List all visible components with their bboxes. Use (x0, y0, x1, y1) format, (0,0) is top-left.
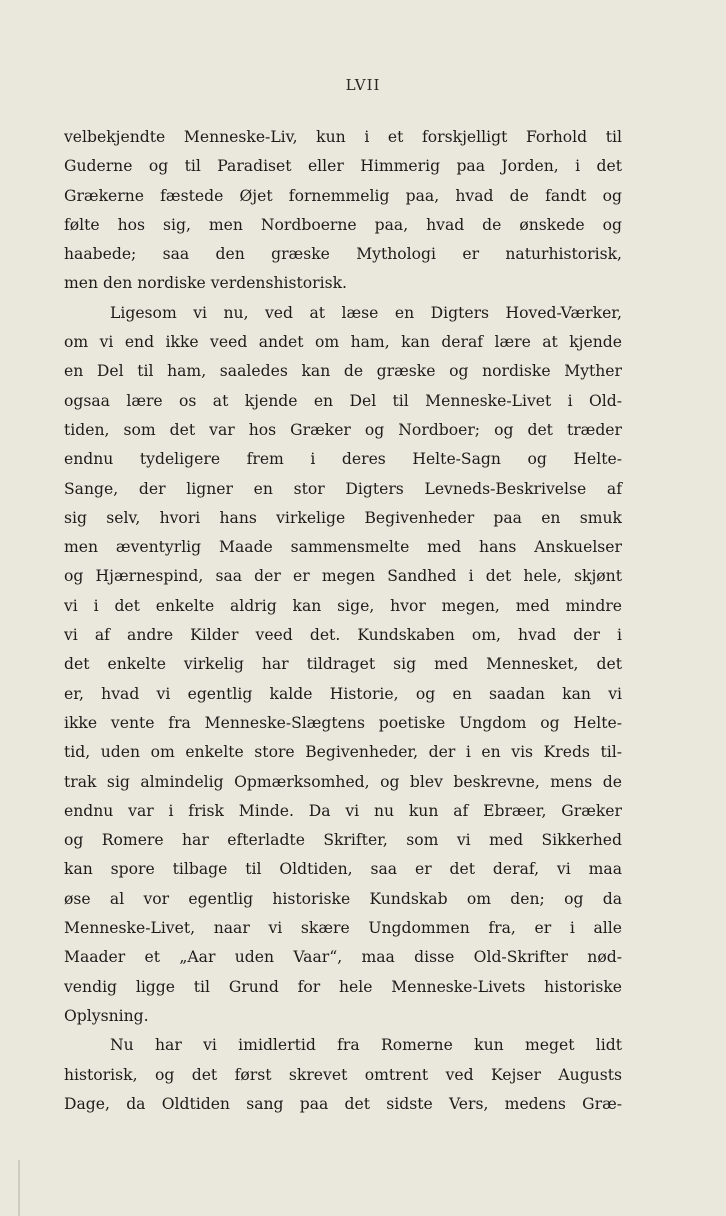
text-line: følte hos sig, men Nordboerne paa, hvad de ønskede og (64, 215, 622, 234)
text-line: og Romere har efterladte Skrifter, som vi med Sikkerhed (64, 831, 622, 850)
text-line: haabede; saa den græske Mythologi er naturhistorisk, (64, 245, 622, 264)
text-line: Sange, der ligner en stor Digters Levneds-Beskrivelse af (64, 479, 622, 498)
margin-mark (18, 1160, 20, 1216)
text-line: ogsaa lære os at kjende en Del til Menneske-Livet i Old- (64, 391, 622, 410)
text-line: vi af andre Kilder veed det. Kundskaben om, hvad der i (64, 626, 622, 645)
text-line: en Del til ham, saaledes kan de græske og nordiske Myther (64, 362, 622, 381)
text-line: om vi end ikke veed andet om ham, kan deraf lære at kjende (64, 333, 622, 352)
text-line: kan spore tilbage til Oldtiden, saa er det deraf, vi maa (64, 860, 622, 879)
text-line: Nu har vi imidlertid fra Romerne kun meget lidt (110, 1036, 622, 1055)
text-line: og Hjærnespind, saa der er megen Sandhed i det hele, skjønt (64, 567, 622, 586)
text-line: tiden, som det var hos Græker og Nordboer; og det træder (64, 420, 622, 439)
text-line: trak sig almindelig Opmærksomhed, og blev beskrevne, mens de (64, 772, 622, 791)
text-line: Grækerne fæstede Øjet fornemmelig paa, hvad de fandt og (64, 186, 622, 205)
text-line: endnu tydeligere frem i deres Helte-Sagn og Helte- (64, 450, 622, 469)
paragraph (64, 123, 622, 299)
text-line: Guderne og til Paradiset eller Himmerig paa Jorden, i det (64, 157, 622, 176)
paragraph (64, 1031, 622, 1119)
text-line: vendig ligge til Grund for hele Menneske-Livets historiske (64, 977, 622, 996)
text-line: Ligesom vi nu, ved at læse en Digters Hoved-Værker, (110, 303, 622, 322)
text-line: vi i det enkelte aldrig kan sige, hvor megen, med mindre (64, 596, 622, 615)
text-line: men æventyrlig Maade sammensmelte med hans Anskuelser (64, 538, 622, 557)
text-line: velbekjendte Menneske-Liv, kun i et forskjelligt Forhold til (64, 128, 622, 146)
text-line: tid, uden om enkelte store Begivenheder, der i en vis Kreds til- (64, 743, 622, 762)
body-text (64, 123, 622, 1119)
text-line: men den nordiske verdenshistorisk. (64, 274, 348, 293)
text-line: Oplysning. (64, 1006, 149, 1025)
text-line: det enkelte virkelig har tildraget sig med Mennesket, det (64, 655, 622, 674)
text-line: er, hvad vi egentlig kalde Historie, og en saadan kan vi (64, 684, 622, 703)
text-line: sig selv, hvori hans virkelige Begivenheder paa en smuk (64, 508, 622, 527)
page-number: LVII (345, 76, 381, 94)
text-line: øse al vor egentlig historiske Kundskab om den; og da (64, 889, 622, 908)
text-line: historisk, og det først skrevet omtrent ved Kejser Augusts (64, 1065, 622, 1084)
paragraph (64, 299, 622, 1031)
text-line: Dage, da Oldtiden sang paa det sidste Vers, medens Græ- (64, 1094, 622, 1113)
text-line: endnu var i frisk Minde. Da vi nu kun af Ebræer, Græker (64, 801, 622, 820)
text-line: Menneske-Livet, naar vi skære Ungdommen fra, er i alle (64, 919, 622, 938)
text-line: ikke vente fra Menneske-Slægtens poetiske Ungdom og Helte- (64, 713, 622, 732)
text-line: Maader et „Aar uden Vaar“, maa disse Old-Skrifter nød- (64, 948, 622, 967)
